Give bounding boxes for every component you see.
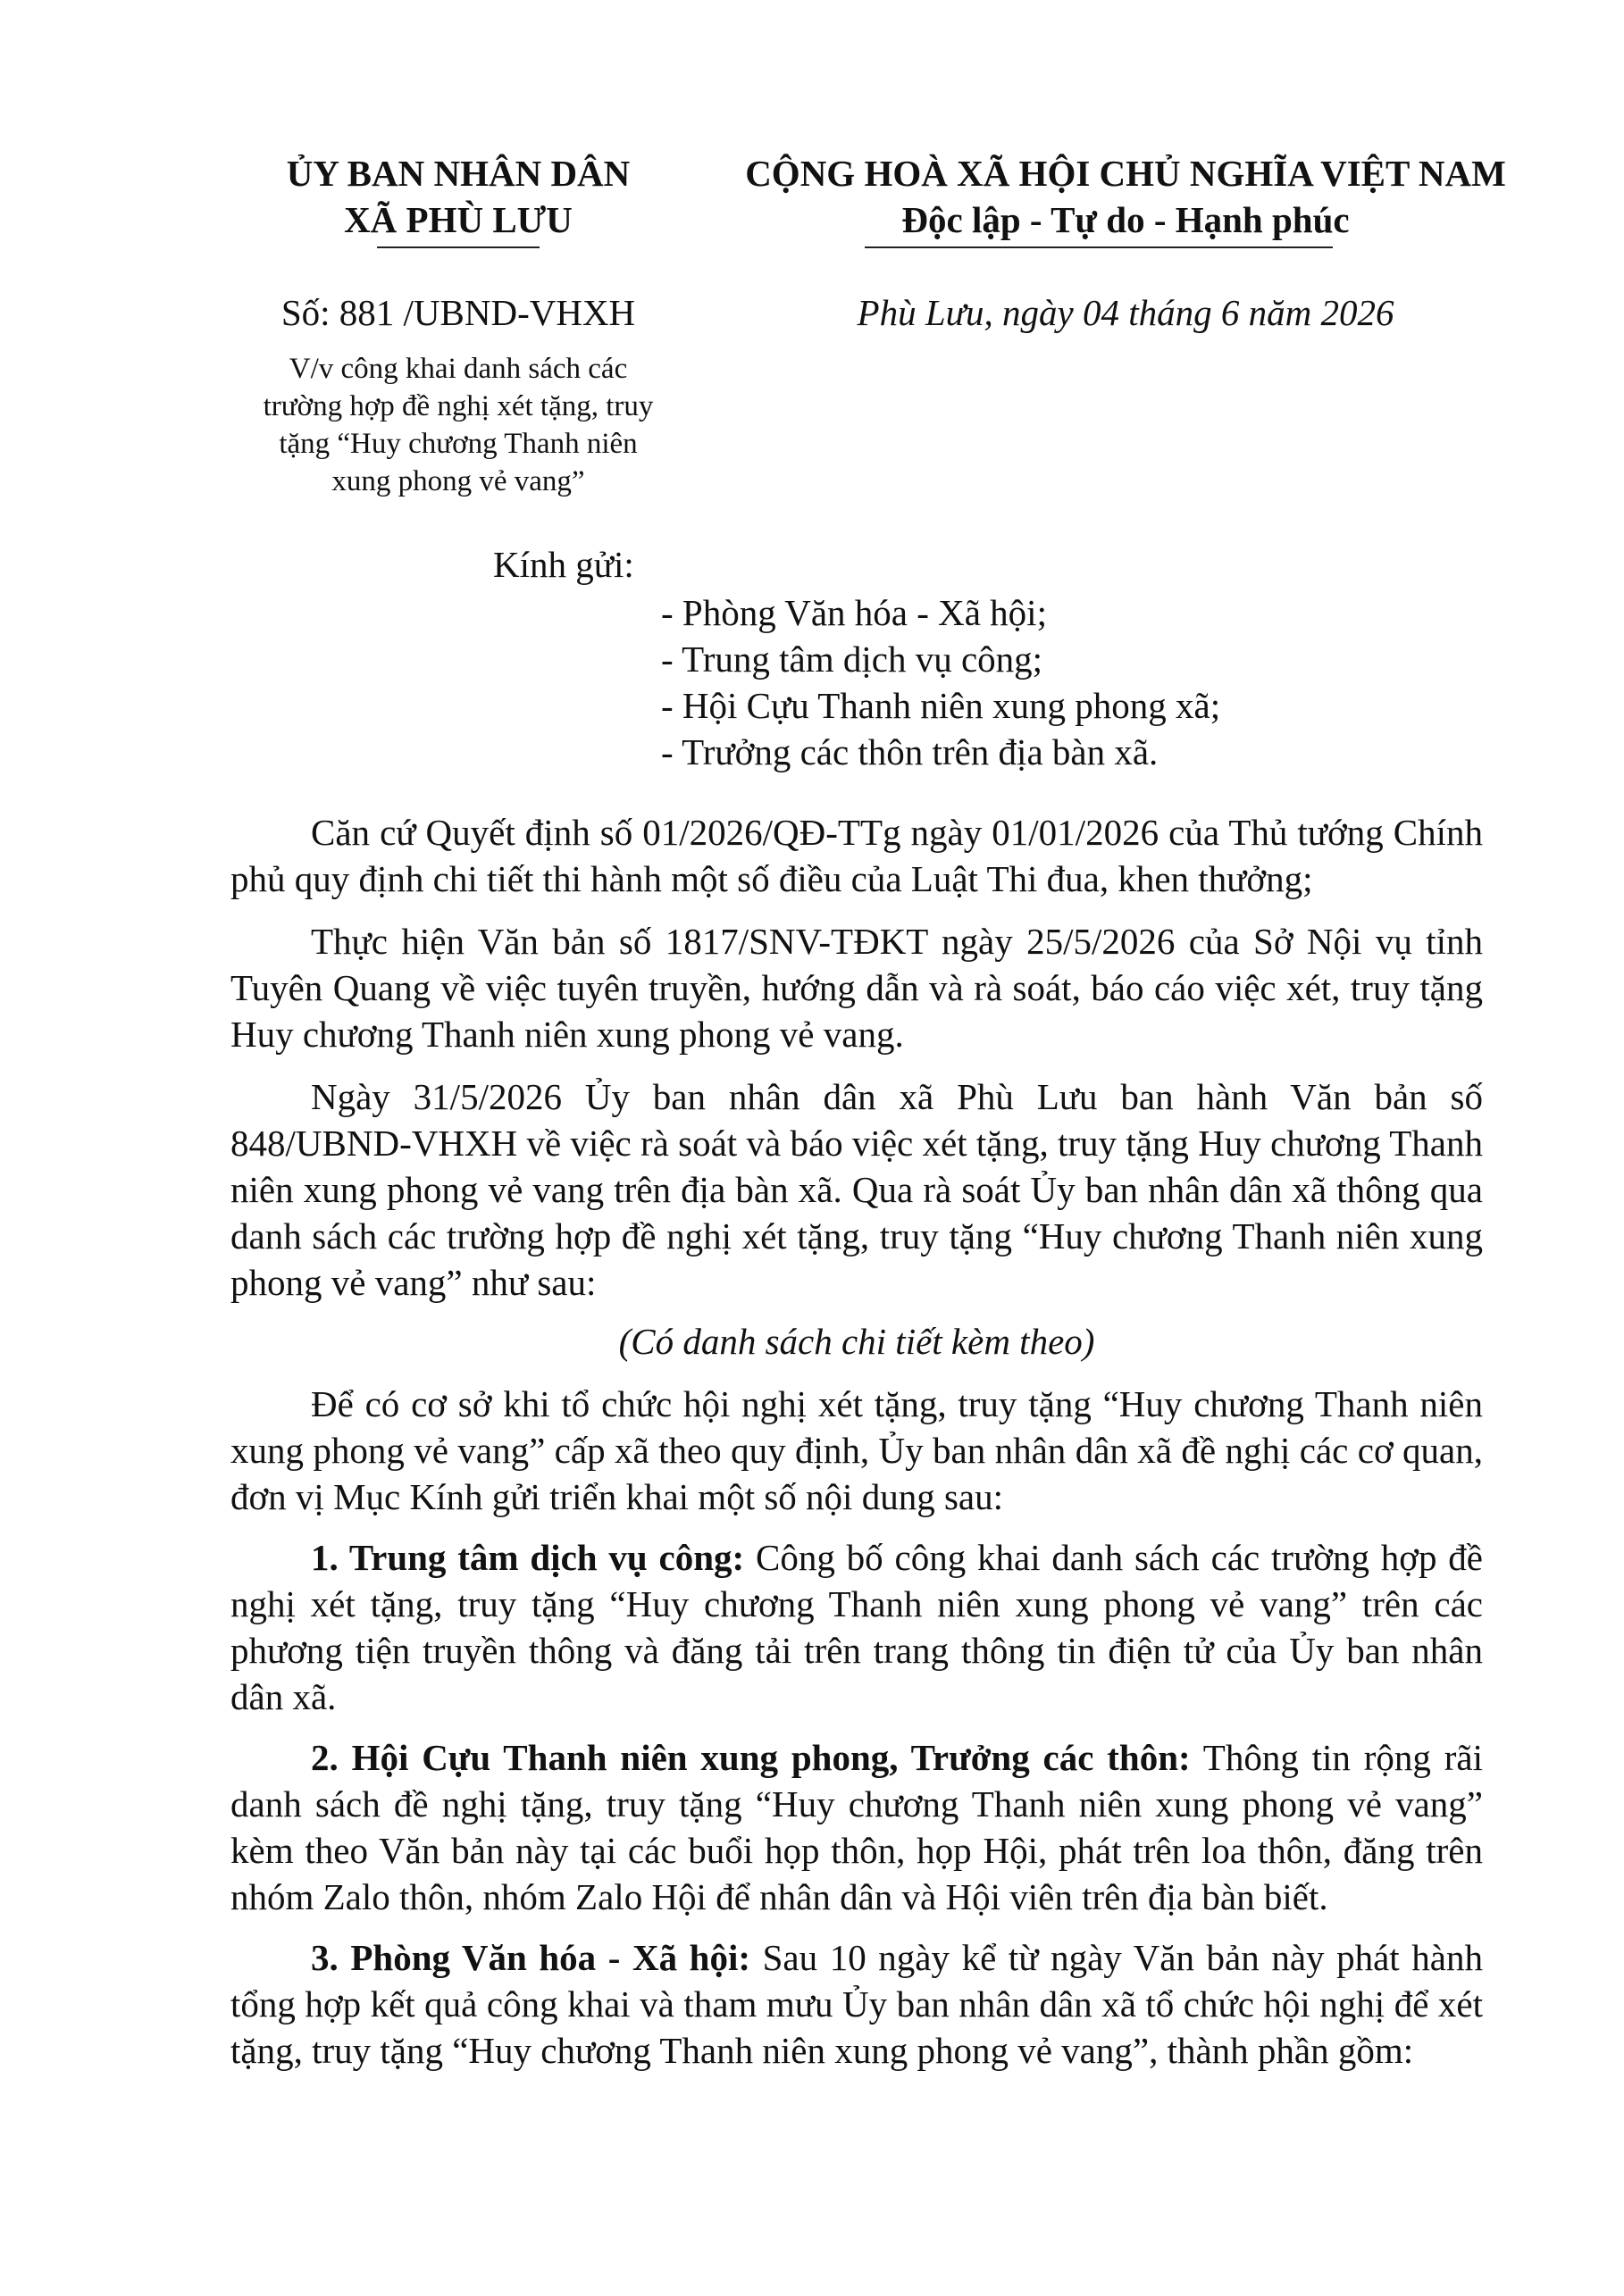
item-public-service-center <box>230 1534 1483 1720</box>
recipient-item: - Trưởng các thôn trên địa bàn xã. <box>661 731 1159 772</box>
item-title: 3. Phòng Văn hóa - Xã hội: <box>311 1937 751 1978</box>
document-number: Số: 881 /UBND-VHXH <box>280 292 636 333</box>
subject-line: V/v công khai danh sách các <box>289 353 628 385</box>
recipients-label: Kính gửi: <box>493 544 634 585</box>
recipient-item: - Phòng Văn hóa - Xã hội; <box>661 592 1047 633</box>
recipient-item: - Hội Cựu Thanh niên xung phong xã; <box>661 685 1221 726</box>
item-text: Sau 10 ngày kể từ ngày Văn bản này phát hành tổng hợp kết quả công khai và tham mưu Ủy ban nhân dân xã tổ chức hội nghị để xét tặng, truy tặng “Huy chương Thanh niên xung phong vẻ vang”, thành phần gồm: <box>230 1937 1483 2071</box>
national-title: CỘNG HOÀ XÃ HỘI CHỦ NGHĨA VIỆT NAM <box>745 153 1506 194</box>
item-text: Thông tin rộng rãi danh sách đề nghị tặng, truy tặng “Huy chương Thanh niên xung phong vẻ vang” kèm theo Văn bản này tại các buổi họp thôn, họp Hội, phát trên loa thôn, đăng trên nhóm Zalo thôn, nhóm Zalo Hội để nhân dân và Hội viên trên địa bàn biết. <box>230 1737 1483 1917</box>
recipient-item: - Trung tâm dịch vụ công; <box>661 639 1043 680</box>
issuer-commune: XÃ PHÙ LƯU <box>344 199 573 240</box>
issuer-name: ỦY BAN NHÂN DÂN <box>286 153 631 194</box>
document-subject <box>230 350 686 500</box>
attachment-note: (Có danh sách chi tiết kèm theo) <box>618 1321 1095 1362</box>
subject-line: xung phong vẻ vang” <box>331 465 585 497</box>
item-text: Công bố công khai danh sách các trường hợp đề nghị xét tặng, truy tặng “Huy chương Thanh niên xung phong vẻ vang” trên các phương tiện truyền thông và đăng tải trên trang thông tin điện tử của Ủy ban nhân dân xã. <box>230 1537 1483 1717</box>
item-title: 2. Hội Cựu Thanh niên xung phong, Trưởng các thôn: <box>311 1737 1191 1778</box>
paragraph-review: Ngày 31/5/2026 Ủy ban nhân dân xã Phù Lưu ban hành Văn bản số 848/UBND-VHXH về việc rà soát và báo việc xét tặng, truy tặng Huy chương Thanh niên xung phong vẻ vang trên địa bàn xã. Qua rà soát Ủy ban nhân dân xã thông qua danh sách các trường hợp đề nghị xét tặng, truy tặng “Huy chương Thanh niên xung phong vẻ vang” như sau: <box>230 1076 1483 1303</box>
national-motto: Độc lập - Tự do - Hạnh phúc <box>901 199 1350 240</box>
item-title: 1. Trung tâm dịch vụ công: <box>311 1537 745 1578</box>
subject-line: trường hợp đề nghị xét tặng, truy <box>263 390 654 422</box>
item-veterans-association <box>230 1734 1483 1920</box>
item-culture-society-office <box>230 1934 1483 2074</box>
issuer-underline <box>377 246 540 248</box>
paragraph-legal-basis: Căn cứ Quyết định số 01/2026/QĐ-TTg ngày 01/01/2026 của Thủ tướng Chính phủ quy định chi tiết thi hành một số điều của Luật Thi đua, khen thưởng; <box>230 812 1483 899</box>
subject-line: tặng “Huy chương Thanh niên <box>279 428 638 460</box>
place-date: Phù Lưu, ngày 04 tháng 6 năm 2026 <box>857 292 1394 333</box>
motto-underline <box>865 246 1333 248</box>
paragraph-request: Để có cơ sở khi tổ chức hội nghị xét tặng, truy tặng “Huy chương Thanh niên xung phong vẻ vang” cấp xã theo quy định, Ủy ban nhân dân xã đề nghị các cơ quan, đơn vị Mục Kính gửi triển khai một số nội dung sau: <box>230 1383 1483 1517</box>
paragraph-implementation: Thực hiện Văn bản số 1817/SNV-TĐKT ngày 25/5/2026 của Sở Nội vụ tỉnh Tuyên Quang về việc tuyên truyền, hướng dẫn và rà soát, báo cáo việc xét, truy tặng Huy chương Thanh niên xung phong vẻ vang. <box>230 921 1483 1055</box>
